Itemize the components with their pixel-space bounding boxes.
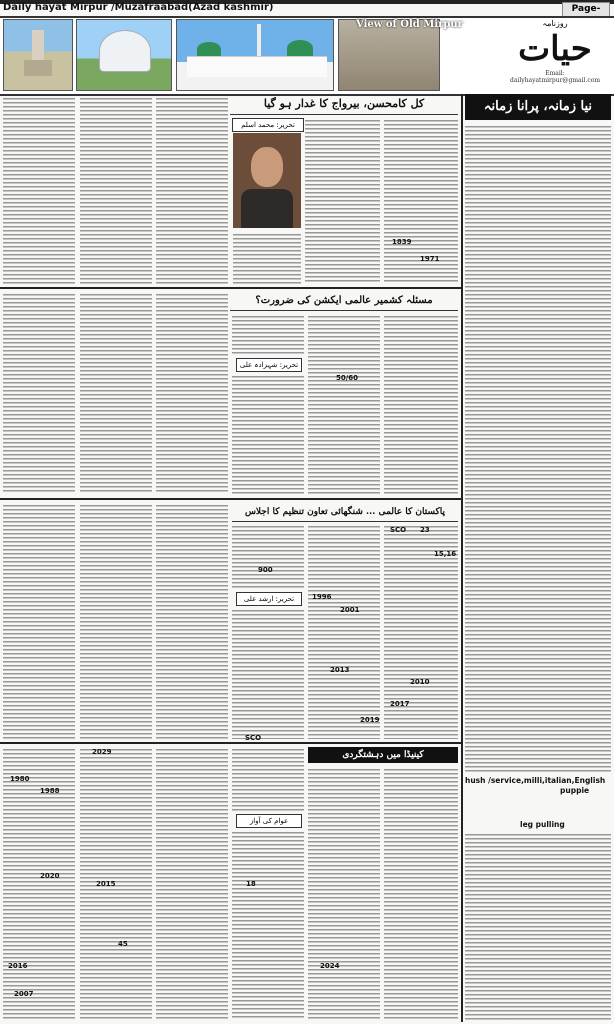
mid-col-2: [80, 292, 152, 494]
masthead-title: حیات: [518, 29, 592, 69]
bottom-col-3: [156, 747, 228, 1020]
top-article-byline: تحریر: محمد اسلم: [232, 118, 304, 132]
year-1839: 1839: [392, 238, 412, 246]
top-article-col-3: [233, 232, 301, 284]
kashmir-article-title: مسئلہ کشمیر عالمی ایکشن کی ضرورت؟: [230, 292, 458, 311]
old-mirpur-caption: View of Old Mirpur: [356, 19, 463, 30]
sco-col-2: [308, 524, 380, 739]
bottom-col-2: [80, 747, 152, 1020]
left-top-col-2: [80, 96, 152, 284]
page-number-badge: Page-: [562, 2, 610, 17]
bottom-col-4b: [232, 830, 304, 1020]
main-article-title: نیا زمانہ، پرانا زمانہ: [465, 94, 611, 120]
kashmir-col-1b: [232, 374, 304, 494]
bottom-article-byline: عوام کی آواز: [236, 814, 302, 828]
number-45: 45: [118, 940, 128, 948]
year-2010: 2010: [410, 678, 430, 686]
year-2001: 2001: [340, 606, 360, 614]
bottom-col-4a: [232, 747, 304, 811]
bottom-col-1: [3, 747, 75, 1020]
number-900: 900: [258, 566, 273, 574]
mid-col-3: [156, 292, 228, 494]
left-top-col-1: [3, 96, 75, 284]
section-divider-2: [0, 498, 461, 500]
newspaper-location-title: Daily hayat Mirpur /Muzafraabad(Azad kashmir): [3, 2, 274, 13]
sco-dates-15-16: 15,16: [434, 550, 457, 558]
number-18: 18: [246, 880, 256, 888]
section-divider-1: [0, 287, 461, 289]
sco-left-col-3: [156, 503, 228, 739]
kashmir-sub-byline: تحریر: شہزادہ علی: [236, 358, 302, 372]
year-2017: 2017: [390, 700, 410, 708]
figure-50-60: 50/60: [336, 374, 359, 382]
year-2020: 2020: [40, 872, 60, 880]
year-2015: 2015: [96, 880, 116, 888]
mosque-photo: [176, 19, 334, 91]
english-phrase-1: hush /service,milli,italian,English: [465, 776, 606, 785]
sco-number-23: 23: [420, 526, 430, 534]
sco-label-2: SCO: [245, 734, 262, 742]
top-article-title: کل کامحسن، بیرواج کا غدار ہو گیا: [230, 94, 458, 115]
masthead-subtitle: روزنامہ: [542, 19, 568, 28]
left-top-col-3: [156, 96, 228, 284]
year-2024: 2024: [320, 962, 340, 970]
main-article-body-end: [465, 832, 611, 1020]
section-divider-3: [0, 742, 461, 744]
year-2016: 2016: [8, 962, 28, 970]
year-1980: 1980: [10, 775, 30, 783]
year-2007: 2007: [14, 990, 34, 998]
masthead-email: Email: dailyhayatmirpur@gmail.com: [509, 70, 601, 84]
sco-article-title: پاکستان کا عالمی ... شنگھائی تعاون تنظیم کا اجلاس: [232, 503, 458, 522]
author-portrait: [233, 133, 301, 228]
year-2019: 2019: [360, 716, 380, 724]
kashmir-col-3: [384, 314, 458, 494]
main-article-body: [465, 124, 611, 774]
year-2029: 2029: [92, 748, 112, 756]
year-1971: 1971: [420, 255, 440, 263]
bottom-col-6: [384, 767, 458, 1020]
top-article-col-1: [305, 118, 380, 284]
sco-label-1: SCO: [390, 526, 407, 534]
masthead: [500, 19, 610, 89]
sco-left-col-2: [80, 503, 152, 739]
sco-col-1b: [232, 608, 304, 739]
bottom-col-5: [308, 767, 380, 1020]
english-phrase-3: leg pulling: [520, 820, 565, 829]
kashmir-col-2: [308, 314, 380, 494]
bottom-article-title: کینیڈا میں دہشتگردی: [308, 747, 458, 763]
year-1996: 1996: [312, 593, 332, 601]
sco-byline: تحریر: ارشد علی: [236, 592, 302, 606]
monument-photo: [3, 19, 73, 91]
kashmir-col-1a: [232, 314, 304, 354]
english-phrase-2: puppie: [560, 786, 590, 795]
landmark-photo: [76, 19, 172, 91]
main-column-divider: [461, 94, 463, 1022]
sco-col-1a: [232, 524, 304, 588]
mid-col-1: [3, 292, 75, 494]
year-1988: 1988: [40, 787, 60, 795]
sco-left-col-1: [3, 503, 75, 739]
year-2013: 2013: [330, 666, 350, 674]
